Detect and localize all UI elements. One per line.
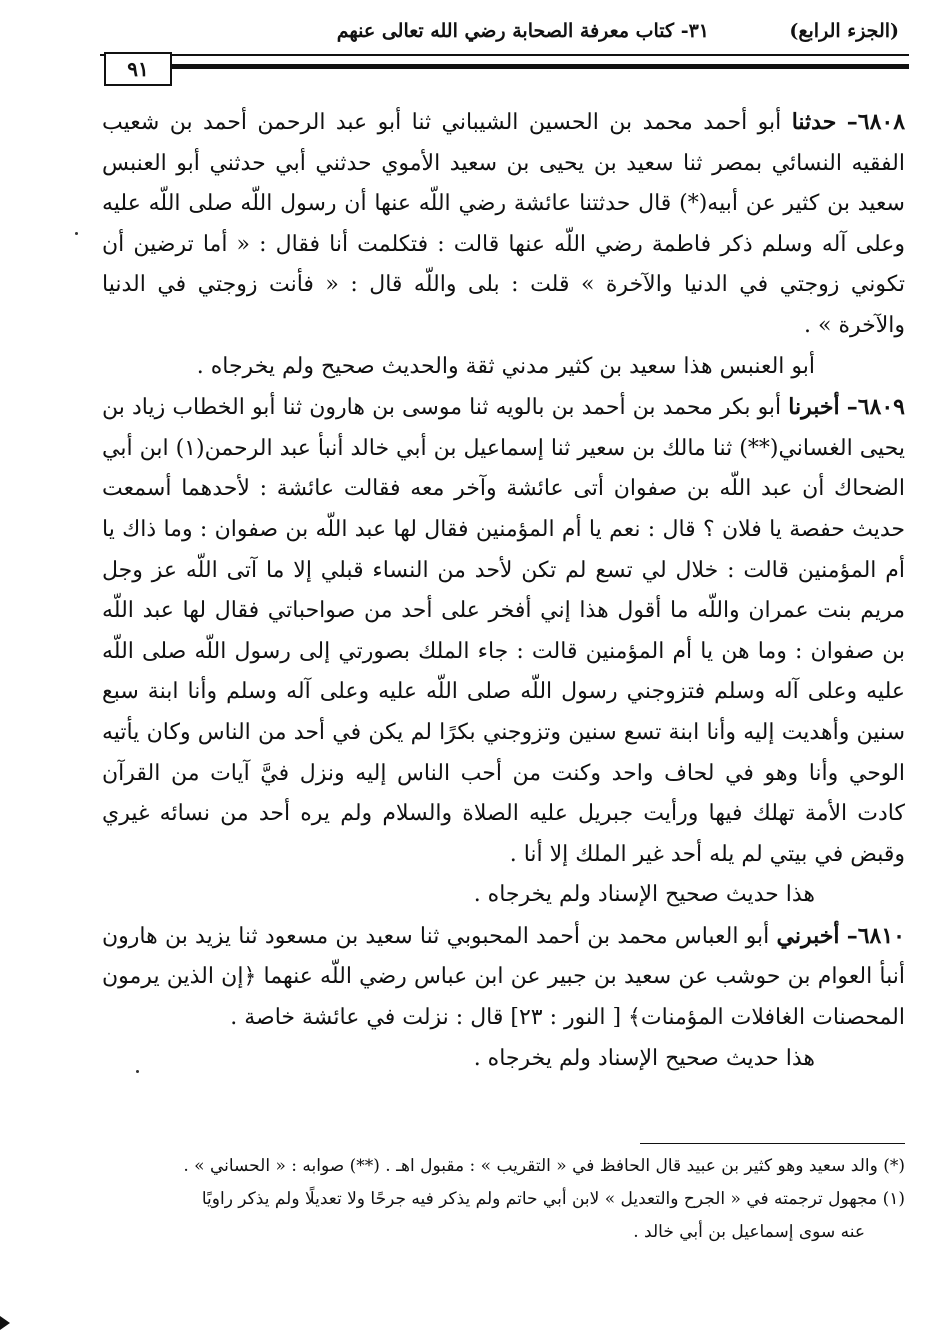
volume-label: (الجزء الرابع) [789,20,899,42]
scan-speck [136,1070,139,1073]
hadith-keyword: أخبرنا [788,394,840,421]
scan-speck [75,232,78,235]
hadith-keyword: حدثنا [791,109,837,135]
hadith-text: أبو العباس محمد بن أحمد المحبوبي ثنا سعيد بن مسعود ثنا يزيد بن هارون أنبأ العوام بن حوشب عن سعيد بن جبير عن ابن عباس رضي اللّه عنهما ﴿إن الذين يرمون المحصنات الغافلات المؤمنات﴾ [ النور : ٢٣] قال : نزلت في عائشة خاصة . [102,923,905,1031]
hadith-comment: هذا حديث صحيح الإسناد ولم يخرجاه . [473,882,815,908]
hadith-6810 [102,916,905,1039]
header-rule [100,54,909,56]
chapter-title: ٣١- كتاب معرفة الصحابة رضي الله تعالى عنهم [336,20,709,42]
page-number: ٩١ [104,52,172,86]
hadith-comment: أبو العنبس هذا سعيد بن كثير مدني ثقة والحديث صحيح ولم يخرجاه . [196,353,815,379]
header-rule-thick [170,64,909,69]
footnote-line: (١) مجهول ترجمته في « الجرح والتعديل » لابن أبي حاتم ولم يذكر فيه جرحًا ولا تعديلًا ولم يذكر راويًا [201,1189,905,1209]
scan-edge-mark [0,1316,10,1330]
page-body [102,102,905,1079]
hadith-6808 [102,102,905,347]
footnote-line: (*) والد سعيد وهو كثير بن عبيد قال الحافظ في « التقريب » : مقبول اهـ . (**) صوابه : « الحساني » . [183,1156,905,1176]
footnotes [102,1150,905,1249]
footnote-line: عنه سوى إسماعيل بن أبي خالد . [633,1222,865,1242]
hadith-number: ٦٨١٠– [846,922,905,949]
hadith-keyword: أخبرني [776,922,840,949]
hadith-number: ٦٨٠٩– [846,394,905,421]
hadith-text: أبو بكر محمد بن أحمد بن بالويه ثنا موسى بن هارون ثنا أبو الخطاب زياد بن يحيى الغساني(**) ثنا مالك بن سعير ثنا إسماعيل بن أبي خالد أنبأ عبد الرحمن(١) ابن أبي الضحاك أن عبد اللّه بن صفوان أتى عائشة وآخر معه فقالت عائشة : لأحدهما أسمعت حديث حفصة يا فلان ؟ قال : نعم يا أم المؤمنين فقال لها عبد اللّه بن صفوان : وما ذاك يا أم المؤمنين قالت : خلال لي تسع لم تكن لأحد من النساء قبلي إلا ما آتى اللّه عز وجل مريم بنت عمران واللّه ما أقول هذا إني أفخر على أحد من صواحباتي فقال لها عبد اللّه بن صفوان : وما هن يا أم المؤمنين قالت : جاء الملك بصورتي إلى رسول اللّه صلى اللّه عليه وعلى آله وسلم فتزوجني رسول اللّه صلى اللّه عليه وعلى آله وسلم وأنا ابنة سبع سنين وأهديت إليه وأنا ابنة تسع سنين وتزوجني بكرًا لم يكن في أحد من الناس وكان يأتيه الوحي وأنا وهو في لحاف واحد وكنت من أحب الناس إليه ونزل فيَّ آيات من القرآن كادت الأمة تهلك فيها ورأيت جبريل عليه الصلاة والسلام ولم يره أحد من نسائه غيري وقبض في بيتي لم يله أحد غير الملك إلا أنا . [102,395,905,867]
footnote-rule [640,1143,905,1144]
hadith-6809 [102,387,905,875]
hadith-comment: هذا حديث صحيح الإسناد ولم يخرجاه . [473,1045,815,1071]
hadith-number: ٦٨٠٨– [846,109,906,135]
hadith-text: أبو أحمد محمد بن الحسين الشيباني ثنا أبو عبد الرحمن أحمد بن شعيب الفقيه النسائي بمصر ثنا سعيد بن يحيى بن سعيد الأموي حدثني أبي حدثني أبو العنبس سعيد بن كثير عن أبيه(*) قال حدثتنا عائشة رضي اللّه عنها أن رسول اللّه صلى اللّه عليه وعلى آله وسلم ذكر فاطمة رضي اللّه عنها قالت : فتكلمت أنا فقال : « أما ترضين أن تكوني زوجتي في الدنيا والآخرة » قلت : بلى واللّه قال : « فأنت زوجتي في الدنيا والآخرة » . [102,110,905,338]
